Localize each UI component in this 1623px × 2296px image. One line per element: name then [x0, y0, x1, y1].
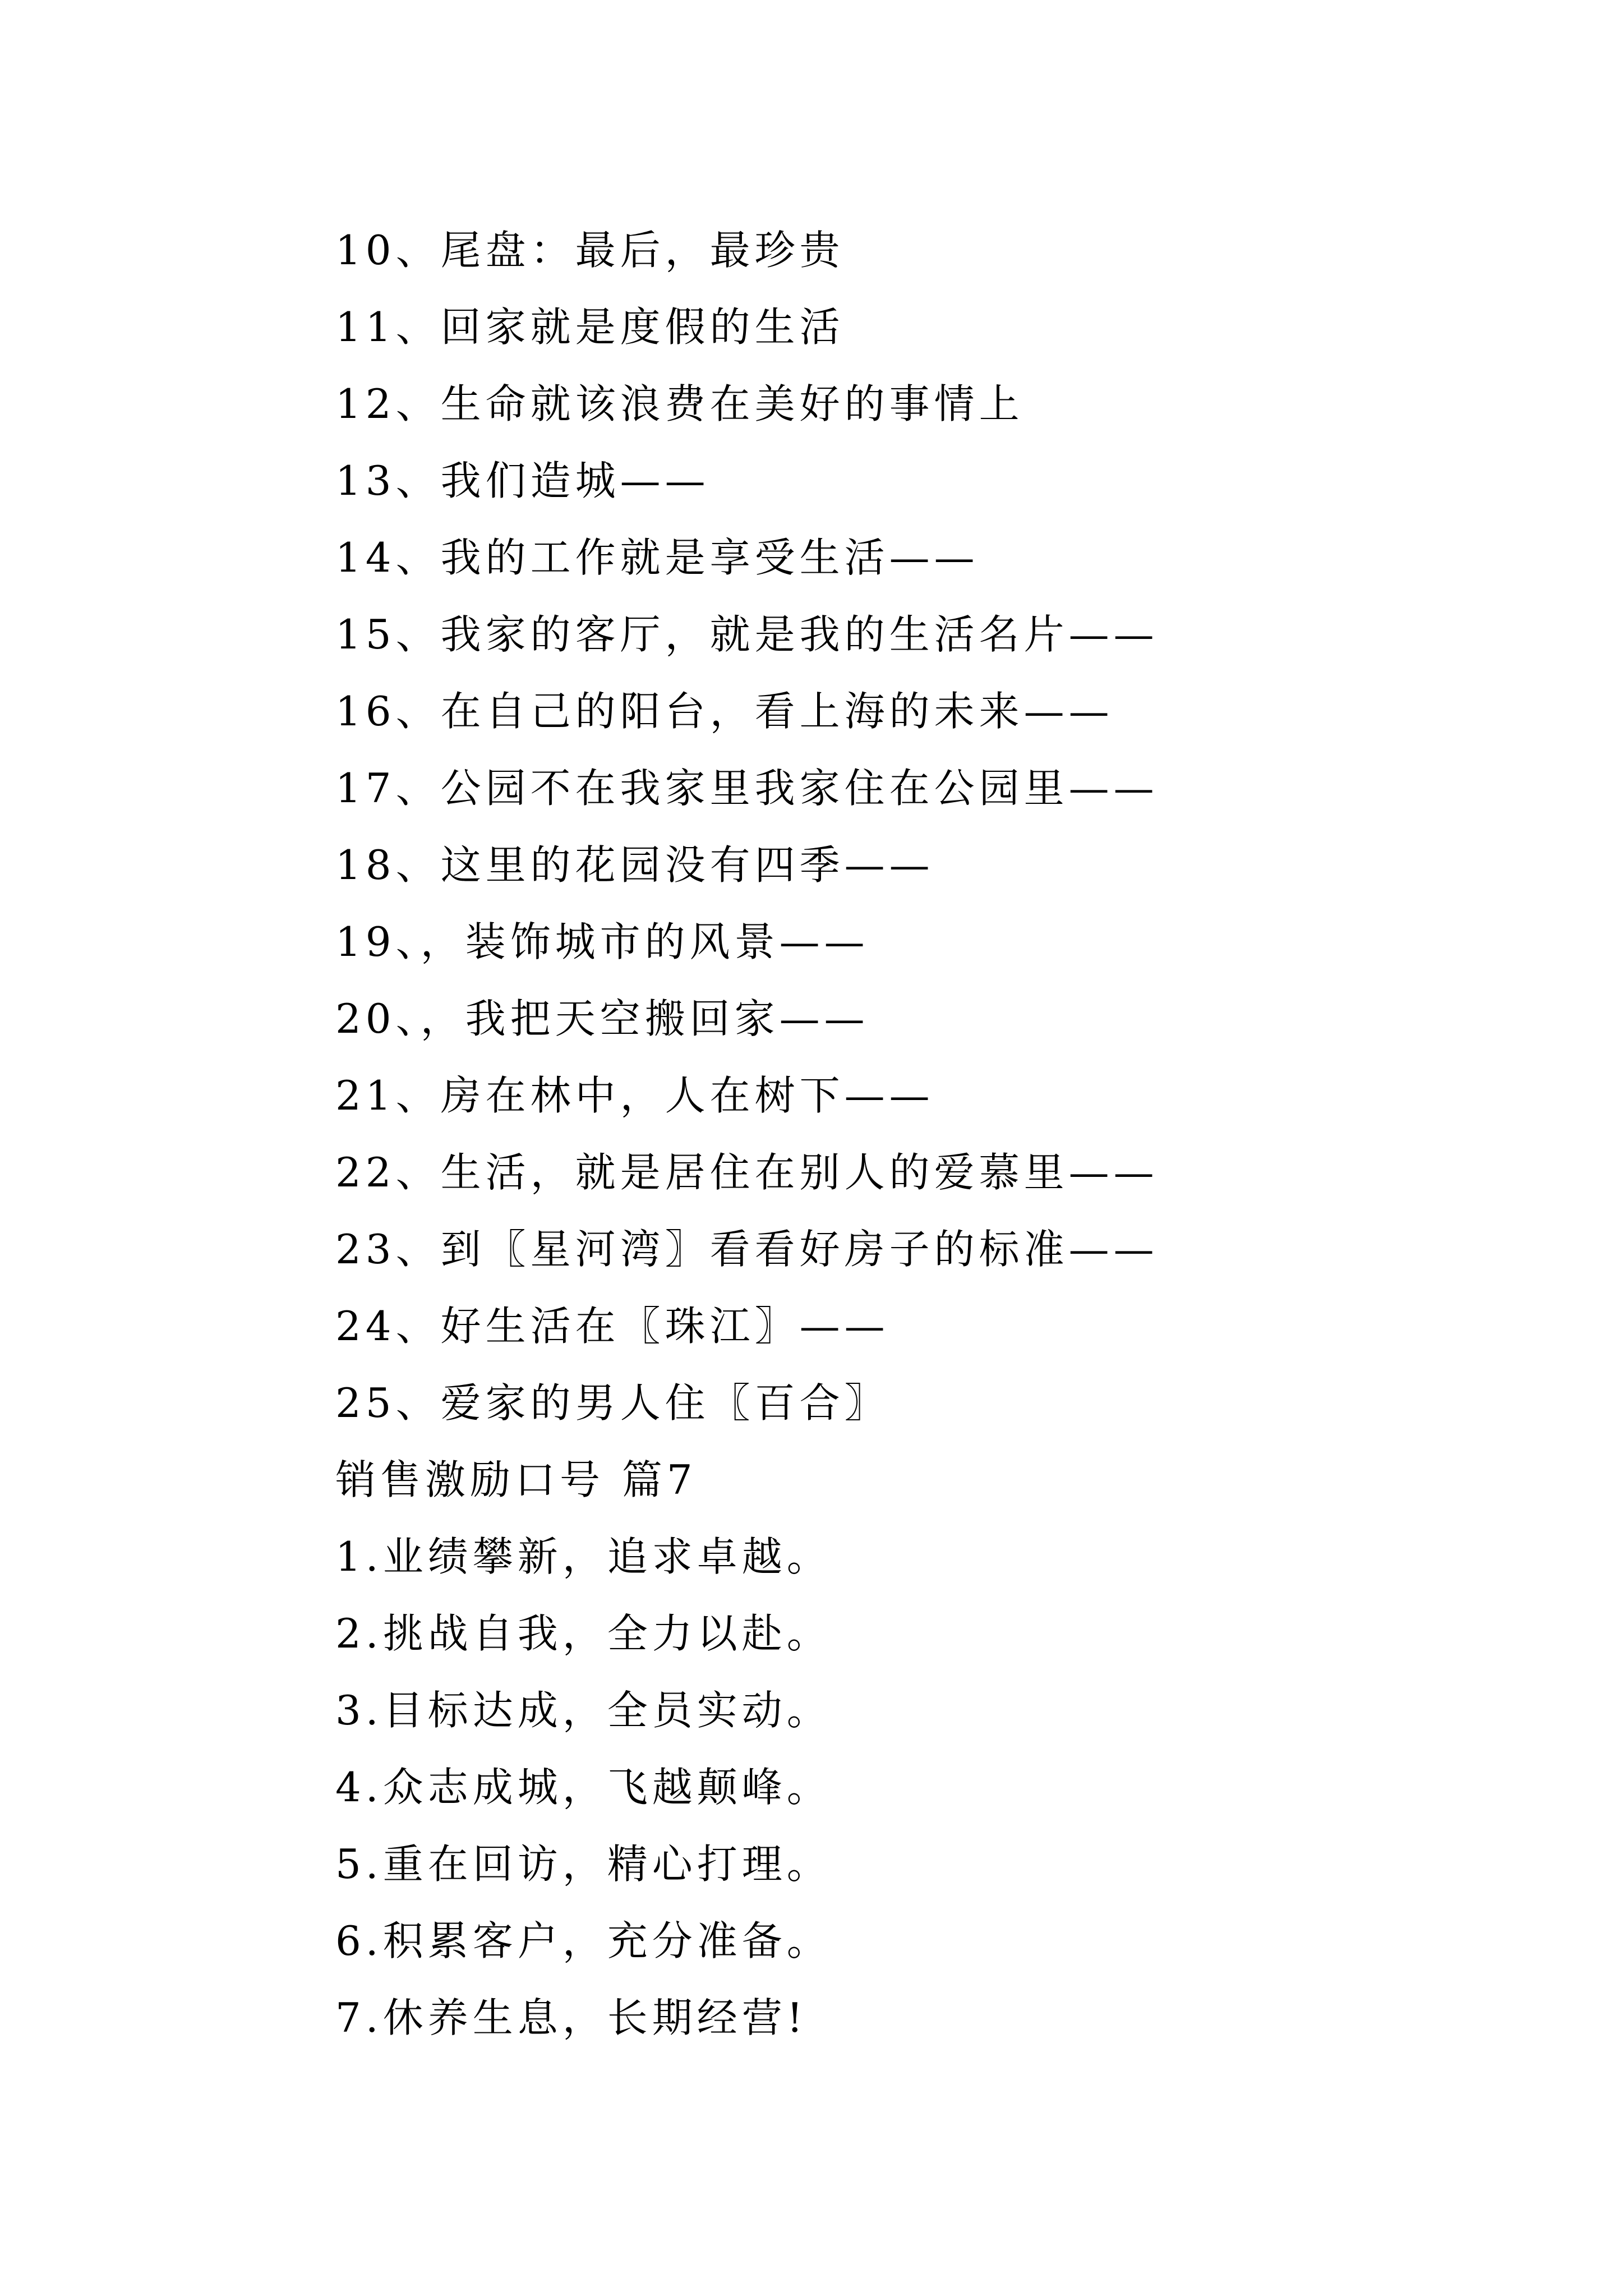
slogan-line-11: 11、回家就是度假的生活: [335, 303, 845, 351]
slogan-line-25: 25、爱家的男人住〖百合〗: [335, 1379, 889, 1427]
section-heading: 销售激励口号 篇7: [335, 1456, 697, 1503]
slogan-line-12: 12、生命就该浪费在美好的事情上: [335, 380, 1024, 427]
motto-line-4: 4.众志成城，飞越颠峰。: [335, 1764, 832, 1811]
motto-line-2: 2.挑战自我，全力以赴。: [335, 1610, 832, 1657]
slogan-line-18: 18、这里的花园没有四季——: [335, 841, 934, 889]
slogan-line-19: 19、，装饰城市的风景——: [335, 918, 869, 965]
slogan-line-20: 20、，我把天空搬回家——: [335, 995, 869, 1042]
motto-line-3: 3.目标达成，全员实动。: [335, 1687, 832, 1734]
slogan-line-23: 23、到〖星河湾〗看看好房子的标准——: [335, 1226, 1159, 1273]
slogan-line-13: 13、我们造城——: [335, 457, 710, 504]
slogan-line-16: 16、在自己的阳台，看上海的未来——: [335, 688, 1114, 735]
slogan-line-10: 10、尾盘：最后，最珍贵: [335, 227, 845, 274]
slogan-line-21: 21、房在林中，人在树下——: [335, 1072, 934, 1119]
motto-line-6: 6.积累客户，充分准备。: [335, 1917, 832, 1964]
document-body: [335, 212, 1513, 2056]
slogan-line-17: 17、公园不在我家里我家住在公园里——: [335, 765, 1159, 812]
slogan-line-14: 14、我的工作就是享受生活——: [335, 534, 979, 581]
motto-line-1: 1.业绩攀新，追求卓越。: [335, 1533, 832, 1580]
slogan-line-15: 15、我家的客厅，就是我的生活名片——: [335, 611, 1159, 658]
motto-line-7: 7.休养生息，长期经营!: [335, 1994, 808, 2041]
motto-line-5: 5.重在回访，精心打理。: [335, 1841, 832, 1888]
slogan-line-24: 24、好生活在〖珠江〗——: [335, 1303, 889, 1350]
slogan-line-22: 22、生活，就是居住在别人的爱慕里——: [335, 1149, 1159, 1196]
